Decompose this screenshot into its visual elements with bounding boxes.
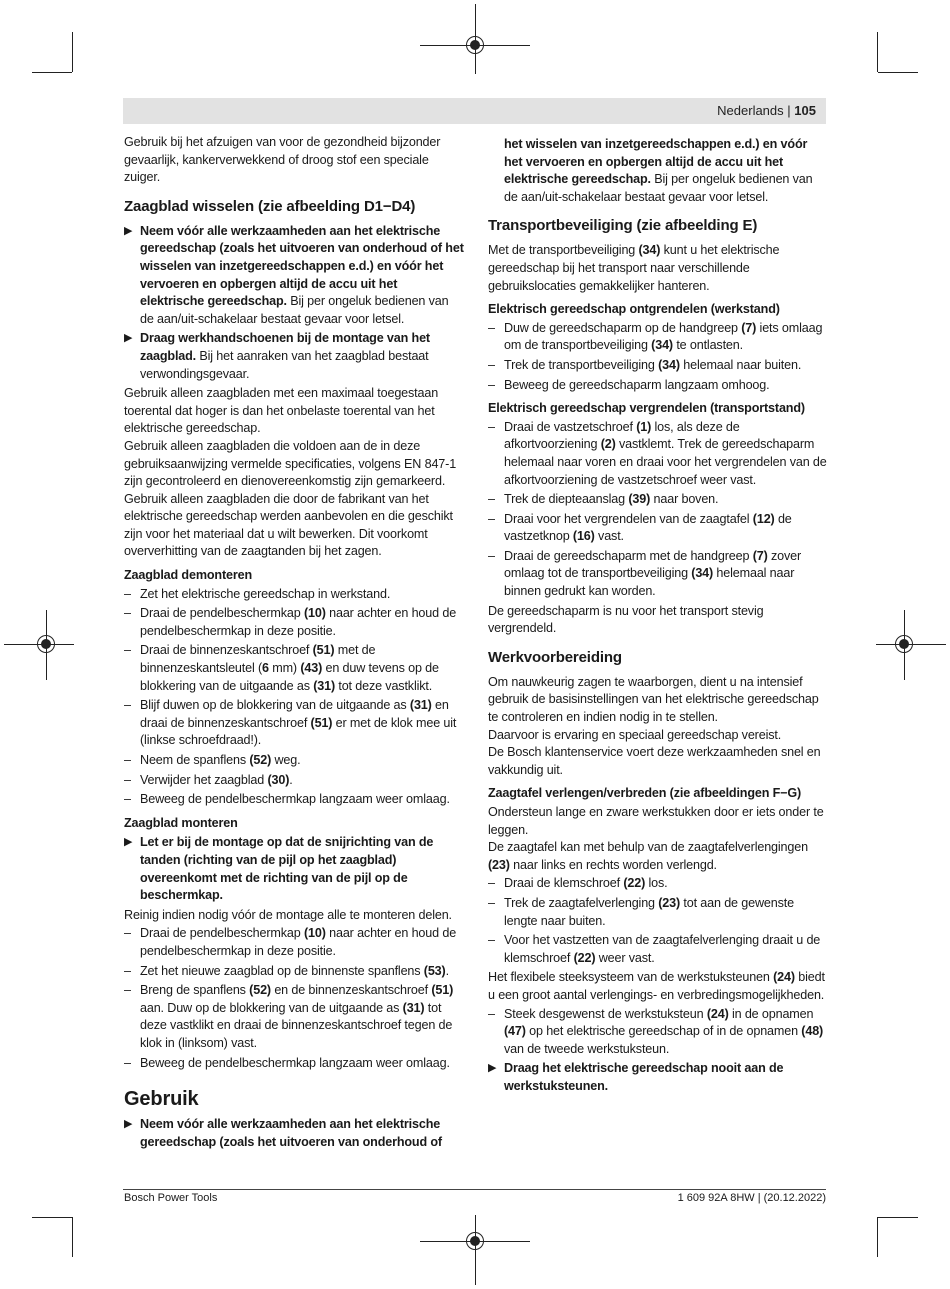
list-item: – Beweeg de pendelbeschermkap langzaam weer omlaag. <box>124 1055 464 1073</box>
list-item: – Draai de klemschroef (22) los. <box>488 875 828 893</box>
dash-bullet: – <box>488 876 495 891</box>
paragraph: Het flexibele steeksysteem van de werkstuksteunen (24) biedt u een groot aantal verlengings- en verbredingsmogelijkheden. <box>488 970 825 1002</box>
subsection-heading: Zaagtafel verlengen/verbreden (zie afbeeldingen F−G) <box>488 786 802 801</box>
list-item: – Zet het elektrische gereedschap in werkstand. <box>124 586 464 604</box>
list-item: – Blijf duwen op de blokkering van de uitgaande as (31) en draai de binnenzeskantschroef (51) er met de klok mee uit (linkse schroefdraad!). <box>124 698 457 748</box>
list-item: – Draai de gereedschaparm met de handgreep (7) zover omlaag tot de transportbeveiliging (34) helemaal naar binnen gedrukt kan worden. <box>488 548 802 599</box>
crop-mark <box>72 32 73 72</box>
list-item: – Draai de vastzetschroef (1) los, als deze de afkortvoorziening (2) vastklemt. Trek de gereedschaparm helemaal naar voren en draai voor het vergrendelen van de afkortvoorziening de vastzetschroef weer vast. <box>488 419 827 487</box>
crop-mark <box>878 1217 918 1218</box>
dash-bullet: – <box>488 1006 495 1021</box>
dash-bullet: – <box>488 548 495 563</box>
dash-bullet: – <box>124 983 131 998</box>
crop-mark <box>72 1217 73 1257</box>
dash-bullet: – <box>488 492 495 507</box>
warning-item: ▶ Neem vóór alle werkzaamheden aan het elektrische gereedschap (zoals het uitvoeren van onderhoud of het wisselen van inzetgereedschappen e.d.) en vóór het vervoeren en opbergen altijd de accu uit het elektrische gereedschap. Bij per ongeluk bedienen van de aan/uit-schakelaar bestaat gevaar voor letsel. <box>124 223 464 326</box>
registration-mark-icon <box>37 635 55 653</box>
left-column <box>124 134 464 1153</box>
footer-brand: Bosch Power Tools <box>124 1192 218 1204</box>
list-item: – Breng de spanflens (52) en de binnenzeskantschroef (51) aan. Duw op de blokkering van de uitgaande as (31) tot deze vastklikt en draai de binnenzeskantschroef tegen de klok in (linksom) vast. <box>124 983 454 1050</box>
chapter-heading: Gebruik <box>124 1088 199 1111</box>
dash-bullet: – <box>488 895 495 910</box>
section-heading: Zaagblad wisselen (zie afbeelding D1−D4) <box>124 197 416 215</box>
page-header <box>123 98 826 124</box>
dash-bullet: – <box>124 1055 131 1070</box>
arrow-bullet-icon: ▶ <box>124 332 133 345</box>
paragraph: De gereedschaparm is nu voor het transport stevig vergrendeld. <box>488 603 764 636</box>
dash-bullet: – <box>124 792 131 807</box>
page-number: 105 <box>794 103 816 118</box>
crop-mark <box>877 1217 878 1257</box>
header-language: Nederlands <box>717 103 784 118</box>
registration-mark-icon <box>895 635 913 653</box>
warning-item: ▶ Neem vóór alle werkzaamheden aan het elektrische gereedschap (zoals het uitvoeren van onderhoud of <box>124 1117 442 1149</box>
list-item: – Zet het nieuwe zaagblad op de binnenste spanflens (53). <box>124 963 464 981</box>
list-item: – Duw de gereedschaparm op de handgreep (7) iets omlaag om de transportbeveiliging (34) te ontlasten. <box>488 320 823 353</box>
list-item: – Beweeg de gereedschaparm langzaam omhoog. <box>488 377 828 395</box>
dash-bullet: – <box>488 357 495 372</box>
list-item: – Draai de pendelbeschermkap (10) naar achter en houd de pendelbeschermkap in deze positie. <box>124 926 457 958</box>
dash-bullet: – <box>124 606 131 621</box>
paragraph: De Bosch klantenservice voert deze werkzaamheden snel en vakkundig uit. <box>488 745 821 777</box>
header-text <box>717 103 816 118</box>
paragraph: Gebruik alleen zaagbladen met een maximaal toegestaan toerental dat hoger is dan het onbelaste toerental van het elektrische gereedschap. <box>124 386 439 436</box>
registration-mark-icon <box>466 36 484 54</box>
list-item: – Steek desgewenst de werkstuksteun (24) in de opnamen (47) op het elektrische gereedschap of in de opnamen (48) van de tweede werkstuksteun. <box>488 1006 824 1056</box>
registration-mark-icon <box>466 1232 484 1250</box>
arrow-bullet-icon: ▶ <box>488 1062 497 1075</box>
crop-mark <box>32 1217 72 1218</box>
list-item: – Beweeg de pendelbeschermkap langzaam weer omlaag. <box>124 791 464 809</box>
right-column <box>488 134 828 1098</box>
dash-bullet: – <box>124 643 131 658</box>
paragraph: Reinig indien nodig vóór de montage alle te monteren delen. <box>124 907 452 922</box>
list-item: – Trek de diepteaanslag (39) naar boven. <box>488 491 828 509</box>
list-item: – Verwijder het zaagblad (30). <box>124 772 464 790</box>
paragraph: Om nauwkeurig zagen te waarborgen, dient u na intensief gebruik de basisinstellingen van het elektrische gereedschap te controleren en indien nodig in te stellen. <box>488 674 819 725</box>
paragraph: Gebruik bij het afzuigen van voor de gezondheid bijzonder gevaarlijk, kankerverwekkend of droog stof een speciale zuiger. <box>124 135 441 185</box>
footer-divider <box>123 1189 826 1190</box>
list-item: – Draai de pendelbeschermkap (10) naar achter en houd de pendelbeschermkap in deze positie. <box>124 606 457 638</box>
dash-bullet: – <box>488 320 495 335</box>
arrow-bullet-icon: ▶ <box>124 1118 133 1131</box>
section-heading: Transportbeveiliging (zie afbeelding E) <box>488 217 758 235</box>
dash-bullet: – <box>488 419 495 434</box>
header-separator: | <box>787 103 791 118</box>
list-item: – Voor het vastzetten van de zaagtafelverlenging draait u de klemschroef (22) weer vast. <box>488 933 821 965</box>
dash-bullet: – <box>124 963 131 978</box>
dash-bullet: – <box>488 377 495 392</box>
warning-item: ▶ Let er bij de montage op dat de snijrichting van de tanden (richting van de pijl op het zaagblad) overeenkomt met de richting van de pijl op de beschermkap. <box>124 835 434 903</box>
paragraph: Daarvoor is ervaring en speciaal gereedschap vereist. <box>488 727 782 742</box>
arrow-bullet-icon: ▶ <box>124 836 133 849</box>
warning-item: ▶ Draag het elektrische gereedschap nooit aan de werkstuksteunen. <box>488 1061 784 1093</box>
dash-bullet: – <box>124 586 131 601</box>
paragraph: Gebruik alleen zaagbladen die door de fabrikant van het elektrische gereedschap werden aanbevolen en die geschikt zijn voor het materiaal dat u wilt bewerken. Dit voorkomt oververhitting van de zaagtanden bij het zagen. <box>124 491 453 559</box>
subsection-heading: Elektrisch gereedschap ontgrendelen (werkstand) <box>488 302 780 317</box>
paragraph: De zaagtafel kan met behulp van de zaagtafelverlengingen (23) naar links en rechts worden verlengd. <box>488 840 808 872</box>
crop-mark <box>878 72 918 73</box>
arrow-bullet-icon: ▶ <box>124 224 133 237</box>
warning-item: ▶ Draag werkhandschoenen bij de montage van het zaagblad. Bij het aanraken van het zaagblad bestaat verwondingsgevaar. <box>124 331 430 381</box>
dash-bullet: – <box>124 926 131 941</box>
paragraph: Met de transportbeveiliging (34) kunt u het elektrische gereedschap bij het transport naar verschillende gebruikslocaties gemakkelijker hanteren. <box>488 243 780 293</box>
crop-mark <box>475 1215 476 1285</box>
footer-doc-ref: 1 609 92A 8HW | (20.12.2022) <box>677 1192 826 1204</box>
subsection-heading: Zaagblad demonteren <box>124 568 253 583</box>
warning-item-continued: het wisselen van inzetgereedschappen e.d.) en vóór het vervoeren en opbergen altijd de accu uit het elektrische gereedschap. Bij per ongeluk bedienen van de aan/uit-schakelaar bestaat gevaar voor letsel. <box>504 137 813 204</box>
dash-bullet: – <box>488 511 495 526</box>
dash-bullet: – <box>124 698 131 713</box>
section-heading: Werkvoorbereiding <box>488 648 622 666</box>
paragraph: Gebruik alleen zaagbladen die voldoen aan de in deze gebruiksaanwijzing vermelde specificaties, volgens EN 847-1 zijn gecontroleerd en dienovereenkomstig zijn gemarkeerd. <box>124 438 457 489</box>
crop-mark <box>32 72 72 73</box>
paragraph: Ondersteun lange en zware werkstukken door er iets onder te leggen. <box>488 805 824 837</box>
list-item: – Trek de transportbeveiliging (34) helemaal naar buiten. <box>488 357 828 375</box>
dash-bullet: – <box>124 772 131 787</box>
subsection-heading: Elektrisch gereedschap vergrendelen (transportstand) <box>488 401 805 416</box>
subsection-heading: Zaagblad monteren <box>124 815 238 830</box>
list-item: – Trek de zaagtafelverlenging (23) tot aan de gewenste lengte naar buiten. <box>488 895 794 928</box>
crop-mark <box>877 32 878 72</box>
list-item: – Draai de binnenzeskantschroef (51) met de binnenzeskantsleutel (6 mm) (43) en duw tevens op de blokkering van de uitgaande as (31) tot deze vastklikt. <box>124 643 439 693</box>
list-item: – Neem de spanflens (52) weg. <box>124 752 464 770</box>
list-item: – Draai voor het vergrendelen van de zaagtafel (12) de vastzetknop (16) vast. <box>488 511 792 544</box>
dash-bullet: – <box>488 933 495 948</box>
dash-bullet: – <box>124 753 131 767</box>
